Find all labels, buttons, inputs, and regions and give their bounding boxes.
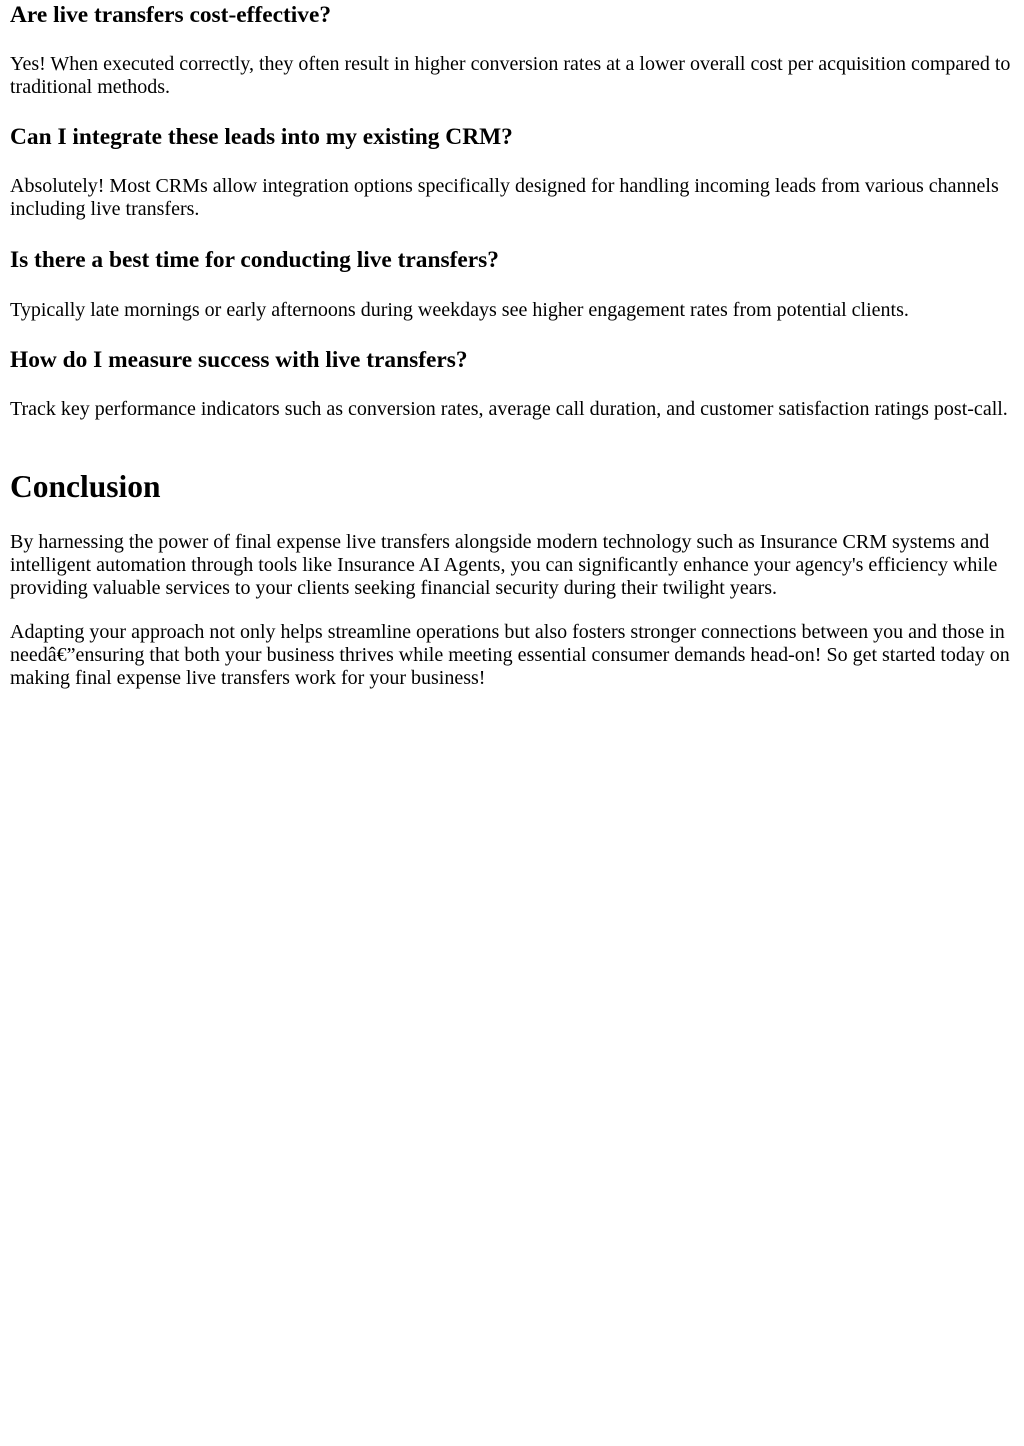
faq-answer-cost-effective: Yes! When executed correctly, they often result in higher conversion rates at a lower overall cost per acquisition compared to traditional methods. [10, 53, 1011, 98]
conclusion-paragraph-1: By harnessing the power of final expense live transfers alongside modern technology such as Insurance CRM systems and intelligent automation through tools like Insurance AI Agents, you can significantly enhance your agency's efficiency while providing valuable services to your clients seeking financial security during their twilight years. [10, 531, 998, 599]
faq-answer-crm-integration: Absolutely! Most CRMs allow integration options specifically designed for handling incoming leads from various channels including live transfers. [10, 175, 999, 220]
faq-question-measure-success: How do I measure success with live transfers? [10, 347, 468, 373]
faq-answer-measure-success: Track key performance indicators such as conversion rates, average call duration, and customer satisfaction ratings post-call. [10, 398, 1008, 420]
conclusion-paragraph-2: Adapting your approach not only helps streamline operations but also fosters stronger connections between you and those in needâ€”ensuring that both your business thrives while meeting essential consumer demands head-on! So get started today on making final expense live transfers work for your business! [10, 621, 1010, 689]
faq-question-cost-effective: Are live transfers cost-effective? [10, 2, 332, 28]
conclusion-heading: Conclusion [10, 469, 161, 504]
faq-question-crm-integration: Can I integrate these leads into my existing CRM? [10, 124, 513, 150]
faq-answer-best-time: Typically late mornings or early afternoons during weekdays see higher engagement rates from potential clients. [10, 299, 909, 321]
faq-question-best-time: Is there a best time for conducting live transfers? [10, 247, 499, 273]
